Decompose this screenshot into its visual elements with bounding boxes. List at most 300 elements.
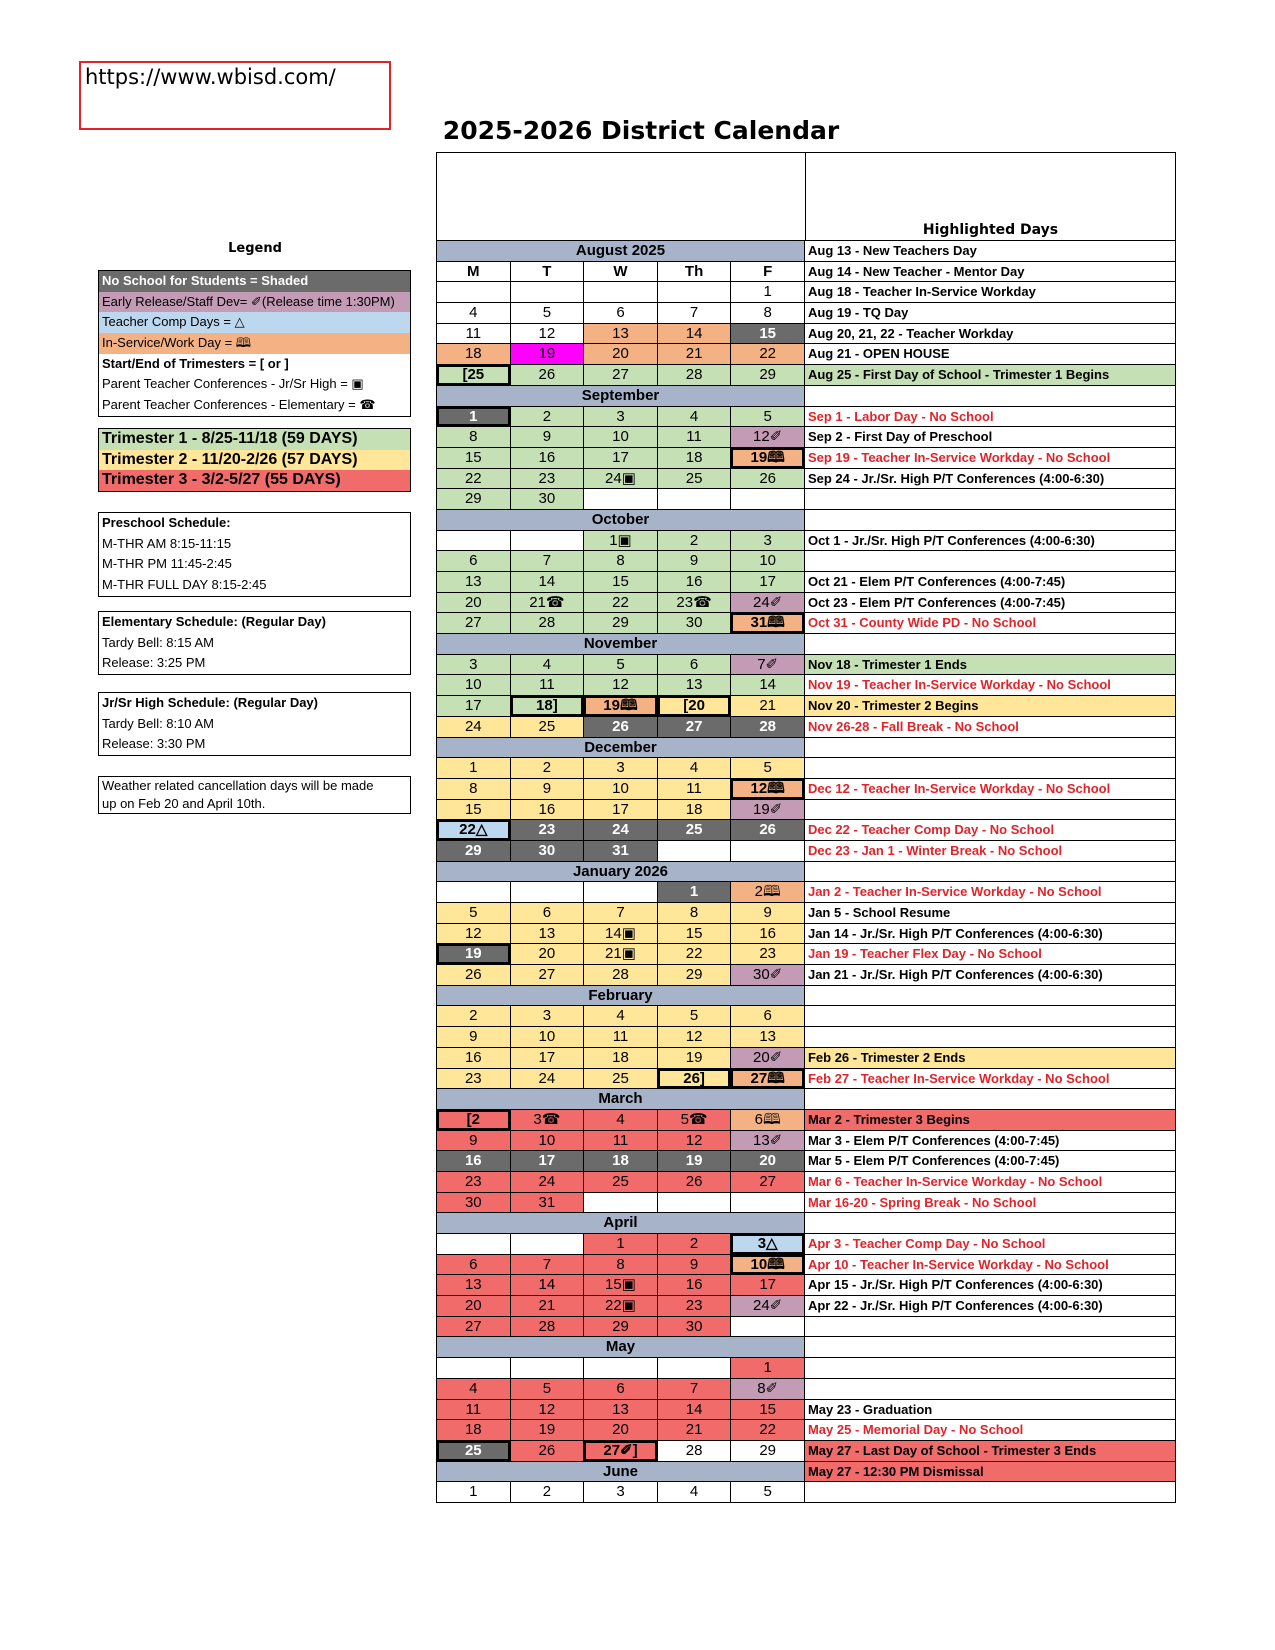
day-cell: 19🕮 bbox=[731, 448, 805, 468]
calendar-row bbox=[437, 674, 1175, 695]
month-header: December bbox=[437, 738, 805, 758]
month-header: June bbox=[437, 1462, 805, 1482]
legend-item: No School for Students = Shaded bbox=[99, 271, 410, 292]
day-cell: 14 bbox=[731, 675, 805, 695]
month-header: February bbox=[437, 986, 805, 1006]
jrsr-high-schedule bbox=[98, 692, 411, 756]
day-cell bbox=[437, 882, 511, 902]
highlighted-days-header: Highlighted Days bbox=[922, 222, 1059, 238]
day-cell: 3 bbox=[731, 531, 805, 551]
calendar-row bbox=[437, 509, 1175, 530]
day-cell: 10 bbox=[437, 675, 511, 695]
calendar-row bbox=[437, 323, 1175, 344]
day-cell: 16 bbox=[658, 1275, 732, 1295]
day-cell: 24▣ bbox=[584, 469, 658, 489]
day-cell: 10🕮 bbox=[731, 1255, 805, 1275]
calendar-row bbox=[437, 840, 1175, 861]
highlighted-day-entry: Sep 1 - Labor Day - No School bbox=[807, 408, 994, 424]
day-cell bbox=[658, 1193, 732, 1213]
calendar-row bbox=[437, 881, 1175, 902]
day-cell: 16 bbox=[437, 1151, 511, 1171]
day-cell: 25 bbox=[658, 820, 732, 840]
day-cell: 3△ bbox=[731, 1234, 805, 1254]
calendar-row bbox=[437, 923, 1175, 944]
highlighted-day-entry: Aug 18 - Teacher In-Service Workday bbox=[807, 284, 1036, 300]
highlighted-day-entry: Jan 21 - Jr./Sr. High P/T Conferences (4:00-6:30) bbox=[807, 967, 1103, 983]
day-cell: 5 bbox=[731, 758, 805, 778]
highlighted-day-entry: Aug 20, 21, 22 - Teacher Workday bbox=[807, 325, 1014, 341]
day-cell: 4 bbox=[584, 1110, 658, 1130]
schedule-line: Elementary Schedule: (Regular Day) bbox=[102, 614, 326, 629]
highlighted-day-entry bbox=[805, 738, 1175, 758]
day-cell: 25 bbox=[584, 1069, 658, 1089]
day-cell: 4 bbox=[437, 303, 511, 323]
highlighted-day-entry bbox=[805, 1213, 1175, 1233]
day-cell: 29 bbox=[731, 1441, 805, 1461]
day-cell: 27 bbox=[437, 613, 511, 633]
schedule-line: Tardy Bell: 8:15 AM bbox=[102, 634, 214, 650]
day-cell: 8 bbox=[584, 551, 658, 571]
day-cell: 6 bbox=[584, 1379, 658, 1399]
day-cell: 22▣ bbox=[584, 1296, 658, 1316]
day-cell: 1 bbox=[584, 1234, 658, 1254]
calendar-row bbox=[437, 1047, 1175, 1068]
day-cell: 14 bbox=[658, 1400, 732, 1420]
website-url[interactable]: https://www.wbisd.com/ bbox=[79, 61, 391, 130]
highlighted-day-entry: Aug 14 - New Teacher - Mentor Day bbox=[807, 263, 1025, 279]
day-cell: 23 bbox=[511, 469, 585, 489]
day-cell: 7 bbox=[511, 551, 585, 571]
day-cell: 9 bbox=[658, 551, 732, 571]
day-cell: 17 bbox=[511, 1048, 585, 1068]
day-cell bbox=[658, 282, 732, 302]
day-cell: W bbox=[584, 262, 658, 282]
legend-item: Early Release/Staff Dev= ✐(Release time 1:30PM) bbox=[99, 292, 410, 313]
day-cell: 8 bbox=[437, 427, 511, 447]
day-cell: 22△ bbox=[437, 820, 511, 840]
day-cell: 29 bbox=[731, 365, 805, 385]
day-cell: 17 bbox=[731, 1275, 805, 1295]
highlighted-day-entry bbox=[805, 1337, 1175, 1357]
day-cell: T bbox=[511, 262, 585, 282]
day-cell bbox=[437, 1234, 511, 1254]
month-header: November bbox=[437, 634, 805, 654]
highlighted-day-entry: Apr 3 - Teacher Comp Day - No School bbox=[807, 1236, 1046, 1251]
calendar-row bbox=[437, 240, 1175, 261]
day-cell: 11 bbox=[437, 1400, 511, 1420]
day-cell: 4 bbox=[658, 758, 732, 778]
day-cell: 25 bbox=[511, 717, 585, 737]
day-cell: 11 bbox=[584, 1131, 658, 1151]
day-cell: 3 bbox=[511, 1006, 585, 1026]
day-cell bbox=[511, 882, 585, 902]
day-cell: 14 bbox=[658, 324, 732, 344]
calendar-row bbox=[437, 1274, 1175, 1295]
day-cell: 23 bbox=[658, 1296, 732, 1316]
day-cell: 17 bbox=[584, 448, 658, 468]
legend-item: Teacher Comp Days = △ bbox=[99, 312, 410, 333]
highlighted-day-entry: Dec 22 - Teacher Comp Day - No School bbox=[807, 822, 1055, 838]
highlighted-day-entry: Mar 6 - Teacher In-Service Workday - No School bbox=[807, 1173, 1103, 1189]
highlighted-day-entry bbox=[805, 1089, 1175, 1109]
day-cell: [2 bbox=[437, 1110, 511, 1130]
day-cell: 6 bbox=[584, 303, 658, 323]
day-cell: 20 bbox=[437, 1296, 511, 1316]
day-cell bbox=[658, 1358, 732, 1378]
highlighted-day-entry: Nov 20 - Trimester 2 Begins bbox=[805, 696, 1175, 716]
trimester-item: Trimester 2 - 11/20-2/26 (57 DAYS) bbox=[99, 450, 410, 471]
day-cell: 4 bbox=[584, 1006, 658, 1026]
highlighted-day-entry: May 27 - 12:30 PM Dismissal bbox=[805, 1462, 1175, 1482]
day-cell: 15▣ bbox=[584, 1275, 658, 1295]
day-cell: 20 bbox=[731, 1151, 805, 1171]
day-cell: 6 bbox=[437, 1255, 511, 1275]
highlighted-day-entry: Aug 25 - First Day of School - Trimester 1 Begins bbox=[805, 365, 1175, 385]
day-cell: 18 bbox=[584, 1048, 658, 1068]
day-cell: 15 bbox=[658, 924, 732, 944]
day-cell bbox=[731, 841, 805, 861]
highlighted-day-entry bbox=[805, 986, 1175, 1006]
highlighted-day-entry: Apr 15 - Jr./Sr. High P/T Conferences (4:00-6:30) bbox=[807, 1277, 1103, 1293]
day-cell: 14 bbox=[511, 572, 585, 592]
day-cell: 10 bbox=[731, 551, 805, 571]
day-cell bbox=[584, 1358, 658, 1378]
highlighted-day-entry bbox=[805, 1317, 1175, 1337]
day-cell: 10 bbox=[584, 779, 658, 799]
highlighted-day-entry bbox=[805, 1006, 1175, 1026]
day-cell: 12 bbox=[584, 675, 658, 695]
day-cell: 3 bbox=[584, 407, 658, 427]
schedule-line: Tardy Bell: 8:10 AM bbox=[102, 715, 214, 731]
highlighted-day-entry bbox=[805, 386, 1175, 406]
day-cell: 3 bbox=[584, 1482, 658, 1502]
day-cell: 20 bbox=[511, 944, 585, 964]
day-cell: 17 bbox=[731, 572, 805, 592]
month-header: March bbox=[437, 1089, 805, 1109]
day-cell: 2 bbox=[511, 1482, 585, 1502]
day-cell: 13 bbox=[584, 324, 658, 344]
day-cell: 28 bbox=[658, 365, 732, 385]
highlighted-day-entry: Mar 2 - Trimester 3 Begins bbox=[805, 1110, 1175, 1130]
calendar-row bbox=[437, 1399, 1175, 1420]
highlighted-day-entry: Nov 19 - Teacher In-Service Workday - No School bbox=[807, 677, 1111, 693]
highlighted-day-entry bbox=[805, 1027, 1175, 1047]
calendar-row bbox=[437, 778, 1175, 799]
highlighted-day-entry: Sep 2 - First Day of Preschool bbox=[807, 429, 993, 445]
weather-note bbox=[98, 776, 411, 814]
day-cell: 1 bbox=[437, 758, 511, 778]
day-cell: 23 bbox=[511, 820, 585, 840]
day-cell: 26 bbox=[511, 1441, 585, 1461]
day-cell: 23☎ bbox=[658, 593, 732, 613]
schedule-line: M-THR FULL DAY 8:15-2:45 bbox=[102, 577, 267, 593]
highlighted-day-entry: Aug 19 - TQ Day bbox=[807, 305, 909, 321]
day-cell: 21☎ bbox=[511, 593, 585, 613]
day-cell bbox=[731, 1317, 805, 1337]
day-cell: 11 bbox=[437, 324, 511, 344]
day-cell: 23 bbox=[731, 944, 805, 964]
schedule-line: Preschool Schedule: bbox=[102, 515, 231, 530]
calendar-row bbox=[437, 1357, 1175, 1378]
day-cell: F bbox=[731, 262, 805, 282]
day-cell: 27 bbox=[731, 1172, 805, 1192]
day-cell: 21 bbox=[511, 1296, 585, 1316]
day-cell: 27 bbox=[584, 365, 658, 385]
calendar-row bbox=[437, 261, 1175, 282]
day-cell: 8 bbox=[658, 903, 732, 923]
highlighted-day-entry: Jan 5 - School Resume bbox=[807, 905, 951, 920]
calendar-row bbox=[437, 1378, 1175, 1399]
highlighted-day-entry: May 25 - Memorial Day - No School bbox=[807, 1422, 1024, 1438]
schedule-line: Jr/Sr High Schedule: (Regular Day) bbox=[102, 695, 318, 710]
day-cell: 5 bbox=[511, 303, 585, 323]
day-cell: 18 bbox=[437, 344, 511, 364]
trimester-legend bbox=[98, 428, 411, 492]
day-cell: 17 bbox=[437, 696, 511, 716]
day-cell: 26 bbox=[584, 717, 658, 737]
highlighted-day-entry bbox=[805, 489, 1175, 509]
month-header: April bbox=[437, 1213, 805, 1233]
day-cell: [20 bbox=[658, 696, 732, 716]
highlighted-day-entry: Dec 23 - Jan 1 - Winter Break - No School bbox=[807, 842, 1063, 858]
day-cell: 5☎ bbox=[658, 1110, 732, 1130]
day-cell: 28 bbox=[511, 613, 585, 633]
highlighted-day-entry: Mar 3 - Elem P/T Conferences (4:00-7:45) bbox=[807, 1132, 1060, 1148]
calendar-row bbox=[437, 571, 1175, 592]
schedule-line: M-THR PM 11:45-2:45 bbox=[102, 556, 232, 572]
day-cell: 7 bbox=[584, 903, 658, 923]
day-cell: 26 bbox=[437, 965, 511, 985]
calendar-row bbox=[437, 1150, 1175, 1171]
day-cell: 24 bbox=[511, 1069, 585, 1089]
day-cell: 16 bbox=[731, 924, 805, 944]
day-cell: 30 bbox=[511, 841, 585, 861]
calendar-row bbox=[437, 1440, 1175, 1461]
day-cell: 28 bbox=[584, 965, 658, 985]
day-cell: 21 bbox=[731, 696, 805, 716]
day-cell: 6 bbox=[511, 903, 585, 923]
day-cell: Th bbox=[658, 262, 732, 282]
calendar-row bbox=[437, 1254, 1175, 1275]
day-cell: 19 bbox=[437, 944, 511, 964]
calendar-row bbox=[437, 819, 1175, 840]
day-cell: 12 bbox=[511, 324, 585, 344]
day-cell: 15 bbox=[437, 448, 511, 468]
legend-item: Start/End of Trimesters = [ or ] bbox=[102, 355, 289, 371]
highlighted-day-entry bbox=[805, 510, 1175, 530]
calendar-row bbox=[437, 447, 1175, 468]
calendar-row bbox=[437, 695, 1175, 716]
highlighted-day-entry: Aug 13 - New Teachers Day bbox=[808, 243, 977, 258]
day-cell: 13✐ bbox=[731, 1131, 805, 1151]
day-cell: 24✐ bbox=[731, 593, 805, 613]
day-cell: 14▣ bbox=[584, 924, 658, 944]
calendar-row bbox=[437, 1005, 1175, 1026]
calendar-row bbox=[437, 861, 1175, 882]
highlighted-day-entry bbox=[805, 1482, 1175, 1502]
calendar-row bbox=[437, 1130, 1175, 1151]
calendar-row bbox=[437, 1068, 1175, 1089]
day-cell: 11 bbox=[584, 1027, 658, 1047]
day-cell: 18] bbox=[511, 696, 585, 716]
day-cell: 12 bbox=[658, 1131, 732, 1151]
day-cell: 12 bbox=[437, 924, 511, 944]
calendar-row bbox=[437, 737, 1175, 758]
legend-item: Parent Teacher Conferences - Elementary = ☎ bbox=[102, 397, 376, 413]
highlighted-day-entry bbox=[805, 800, 1175, 820]
day-cell: 2 bbox=[511, 758, 585, 778]
day-cell: 20 bbox=[584, 1420, 658, 1440]
calendar-row bbox=[437, 902, 1175, 923]
day-cell: 27✐] bbox=[584, 1441, 658, 1461]
highlighted-day-entry: Mar 16-20 - Spring Break - No School bbox=[807, 1194, 1037, 1210]
day-cell bbox=[511, 1234, 585, 1254]
calendar-row bbox=[437, 343, 1175, 364]
highlighted-day-entry: Dec 12 - Teacher In-Service Workday - No School bbox=[807, 780, 1111, 796]
day-cell: 5 bbox=[731, 407, 805, 427]
calendar-table bbox=[436, 152, 1176, 1503]
calendar-row bbox=[437, 799, 1175, 820]
calendar-row bbox=[437, 1171, 1175, 1192]
day-cell: 21▣ bbox=[584, 944, 658, 964]
calendar-row bbox=[437, 1461, 1175, 1482]
day-cell: 31 bbox=[584, 841, 658, 861]
calendar-row bbox=[437, 385, 1175, 406]
calendar-row bbox=[437, 1026, 1175, 1047]
highlighted-day-entry: Feb 26 - Trimester 2 Ends bbox=[805, 1048, 1175, 1068]
day-cell: 1▣ bbox=[584, 531, 658, 551]
day-cell: 25 bbox=[658, 469, 732, 489]
day-cell: 13 bbox=[658, 675, 732, 695]
day-cell: 9 bbox=[658, 1255, 732, 1275]
day-cell bbox=[511, 282, 585, 302]
day-cell: 5 bbox=[437, 903, 511, 923]
calendar-row bbox=[437, 1419, 1175, 1440]
day-cell: 27 bbox=[658, 717, 732, 737]
day-cell: 1 bbox=[731, 1358, 805, 1378]
day-cell: 26 bbox=[511, 365, 585, 385]
day-cell: 23 bbox=[437, 1069, 511, 1089]
day-cell bbox=[658, 489, 732, 509]
highlighted-day-entry: Oct 1 - Jr./Sr. High P/T Conferences (4:00-6:30) bbox=[807, 532, 1095, 548]
highlighted-day-entry: Mar 5 - Elem P/T Conferences (4:00-7:45) bbox=[807, 1153, 1060, 1169]
calendar-row bbox=[437, 1295, 1175, 1316]
day-cell: 19 bbox=[511, 1420, 585, 1440]
calendar-row bbox=[437, 654, 1175, 675]
day-cell: 19 bbox=[658, 1048, 732, 1068]
day-cell: 5 bbox=[584, 655, 658, 675]
trimester-item: Trimester 1 - 8/25-11/18 (59 DAYS) bbox=[99, 429, 410, 450]
day-cell: 20 bbox=[437, 593, 511, 613]
day-cell: 24 bbox=[584, 820, 658, 840]
day-cell bbox=[584, 489, 658, 509]
highlighted-day-entry: Oct 21 - Elem P/T Conferences (4:00-7:45) bbox=[807, 574, 1066, 589]
calendar-row bbox=[437, 364, 1175, 385]
highlighted-day-entry: Jan 2 - Teacher In-Service Workday - No School bbox=[807, 884, 1102, 900]
day-cell: 2 bbox=[437, 1006, 511, 1026]
calendar-row bbox=[437, 1212, 1175, 1233]
day-cell: 6 bbox=[437, 551, 511, 571]
calendar-row bbox=[437, 488, 1175, 509]
highlighted-day-entry: May 27 - Last Day of School - Trimester 3 Ends bbox=[805, 1441, 1175, 1461]
day-cell: 17 bbox=[511, 1151, 585, 1171]
month-header: January 2026 bbox=[437, 862, 805, 882]
day-cell: 18 bbox=[658, 800, 732, 820]
highlighted-day-entry: Apr 22 - Jr./Sr. High P/T Conferences (4:00-6:30) bbox=[807, 1298, 1103, 1314]
day-cell: 8✐ bbox=[731, 1379, 805, 1399]
day-cell: 7 bbox=[658, 303, 732, 323]
day-cell: 15 bbox=[437, 800, 511, 820]
day-cell: 2 bbox=[658, 531, 732, 551]
highlighted-day-entry: Nov 18 - Trimester 1 Ends bbox=[805, 655, 1175, 675]
month-header: September bbox=[437, 386, 805, 406]
day-cell: M bbox=[437, 262, 511, 282]
highlighted-day-entry: Oct 23 - Elem P/T Conferences (4:00-7:45) bbox=[807, 594, 1066, 610]
calendar-row bbox=[437, 716, 1175, 737]
day-cell bbox=[511, 531, 585, 551]
day-cell: 21 bbox=[658, 1420, 732, 1440]
day-cell: 1 bbox=[658, 882, 732, 902]
day-cell bbox=[584, 882, 658, 902]
day-cell: 19✐ bbox=[731, 800, 805, 820]
day-cell: 8 bbox=[731, 303, 805, 323]
day-cell: 29 bbox=[584, 1317, 658, 1337]
calendar-row bbox=[437, 1316, 1175, 1337]
day-cell: 21 bbox=[658, 344, 732, 364]
highlighted-day-entry: Oct 31 - County Wide PD - No School bbox=[807, 615, 1037, 631]
day-cell: 4 bbox=[658, 407, 732, 427]
day-cell: 6 bbox=[731, 1006, 805, 1026]
weather-line: Weather related cancellation days will be made bbox=[102, 778, 374, 793]
day-cell: 17 bbox=[584, 800, 658, 820]
day-cell: 26 bbox=[731, 820, 805, 840]
day-cell: 27 bbox=[437, 1317, 511, 1337]
day-cell: 11 bbox=[658, 779, 732, 799]
calendar-row bbox=[437, 1088, 1175, 1109]
day-cell: [25 bbox=[437, 365, 511, 385]
day-cell: 19🕮 bbox=[584, 696, 658, 716]
day-cell: 5 bbox=[731, 1482, 805, 1502]
highlighted-day-entry: May 23 - Graduation bbox=[807, 1401, 933, 1417]
day-cell: 25 bbox=[437, 1441, 511, 1461]
day-cell: 23 bbox=[437, 1172, 511, 1192]
highlighted-day-entry bbox=[805, 634, 1175, 654]
day-cell: 10 bbox=[511, 1131, 585, 1151]
day-cell: 9 bbox=[511, 427, 585, 447]
day-cell: 12🕮 bbox=[731, 779, 805, 799]
calendar-row bbox=[437, 1481, 1175, 1502]
day-cell: 3 bbox=[584, 758, 658, 778]
calendar-row bbox=[437, 530, 1175, 551]
highlighted-day-entry: Feb 27 - Teacher In-Service Workday - No School bbox=[807, 1070, 1110, 1086]
day-cell: 11 bbox=[658, 427, 732, 447]
calendar-row bbox=[437, 468, 1175, 489]
calendar-row bbox=[437, 985, 1175, 1006]
day-cell: 10 bbox=[584, 427, 658, 447]
day-cell: 6🕮 bbox=[731, 1110, 805, 1130]
month-header: October bbox=[437, 510, 805, 530]
day-cell: 29 bbox=[437, 489, 511, 509]
day-cell: 22 bbox=[437, 469, 511, 489]
calendar-row bbox=[437, 757, 1175, 778]
day-cell: 26] bbox=[658, 1069, 732, 1089]
elementary-schedule bbox=[98, 611, 411, 675]
calendar-row bbox=[437, 1336, 1175, 1357]
highlighted-day-entry: Aug 21 - OPEN HOUSE bbox=[807, 346, 950, 362]
day-cell: 30✐ bbox=[731, 965, 805, 985]
day-cell: 1 bbox=[437, 407, 511, 427]
day-cell: 7 bbox=[511, 1255, 585, 1275]
